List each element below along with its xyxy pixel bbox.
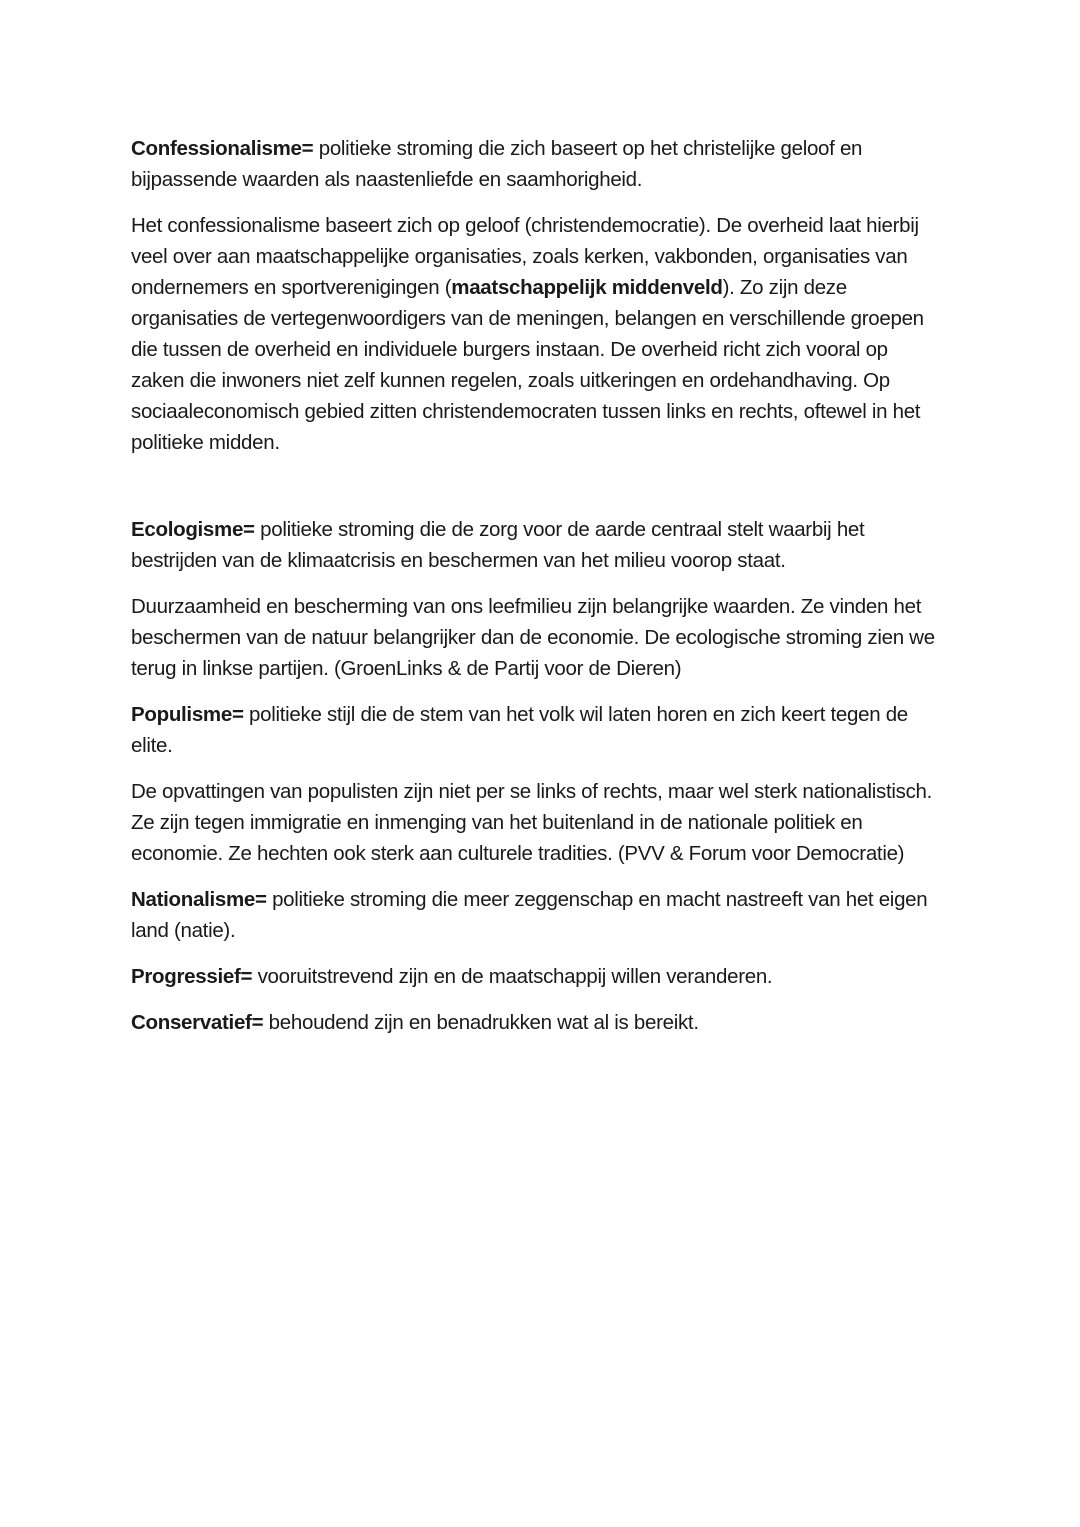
paragraph-definition-confessionalisme xyxy=(131,133,943,195)
term-confessionalisme: Confessionalisme= xyxy=(131,137,314,160)
paragraph-ecologisme-uitleg xyxy=(131,591,943,684)
paragraph-definition-populisme xyxy=(131,699,943,761)
term-nationalisme: Nationalisme= xyxy=(131,888,267,911)
definition-text: politieke stijl die de stem van het volk wil laten horen en zich keert tegen de elite. xyxy=(131,703,908,757)
term-maatschappelijk-middenveld: maatschappelijk middenveld xyxy=(451,276,723,299)
body-text: De opvattingen van populisten zijn niet per se links of rechts, maar wel sterk nationalistisch. Ze zijn tegen immigratie en inmenging van het buitenland in de nationale politiek en economie. Ze hechten ook sterk aan culturele tradities. (PVV & Forum voor Democratie) xyxy=(131,780,933,865)
paragraph-definition-ecologisme xyxy=(131,514,943,576)
paragraph-definition-progressief xyxy=(131,961,943,992)
term-ecologisme: Ecologisme= xyxy=(131,518,255,541)
definition-text: politieke stroming die de zorg voor de aarde centraal stelt waarbij het bestrijden van de klimaatcrisis en beschermen van het milieu voorop staat. xyxy=(131,518,865,572)
body-text: Het confessionalisme baseert zich op geloof (christendemocratie). De overheid laat hierbij veel over aan maatschappelijke organisaties, zoals kerken, vakbonden, organisaties van ondernemers en sportverenigingen ( xyxy=(131,214,919,299)
definition-text: behoudend zijn en benadrukken wat al is bereikt. xyxy=(263,1011,699,1034)
body-text: Duurzaamheid en bescherming van ons leefmilieu zijn belangrijke waarden. Ze vinden het beschermen van de natuur belangrijker dan de economie. De ecologische stroming zien we terug in linkse partijen. (GroenLinks & de Partij voor de Dieren) xyxy=(131,595,935,680)
paragraph-definition-nationalisme xyxy=(131,884,943,946)
body-text: ). Zo zijn deze organisaties de vertegenwoordigers van de meningen, belangen en verschillende groepen die tussen de overheid en individuele burgers instaan. De overheid richt zich vooral op zaken die inwoners niet zelf kunnen regelen, zoals uitkeringen en ordehandhaving. Op sociaaleconomisch gebied zitten christendemocraten tussen links en rechts, oftewel in het politieke midden. xyxy=(131,276,924,454)
term-populisme: Populisme= xyxy=(131,703,244,726)
term-conservatief: Conservatief= xyxy=(131,1011,264,1034)
definition-text: politieke stroming die zich baseert op het christelijke geloof en bijpassende waarden als naastenliefde en saamhorigheid. xyxy=(131,137,863,191)
definition-text: vooruitstrevend zijn en de maatschappij willen veranderen. xyxy=(252,965,773,988)
paragraph-confessionalisme-uitleg xyxy=(131,210,943,458)
term-progressief: Progressief= xyxy=(131,965,253,988)
paragraph-populisme-uitleg xyxy=(131,776,943,869)
definition-text: politieke stroming die meer zeggenschap en macht nastreeft van het eigen land (natie). xyxy=(131,888,928,942)
paragraph-definition-conservatief xyxy=(131,1007,943,1038)
